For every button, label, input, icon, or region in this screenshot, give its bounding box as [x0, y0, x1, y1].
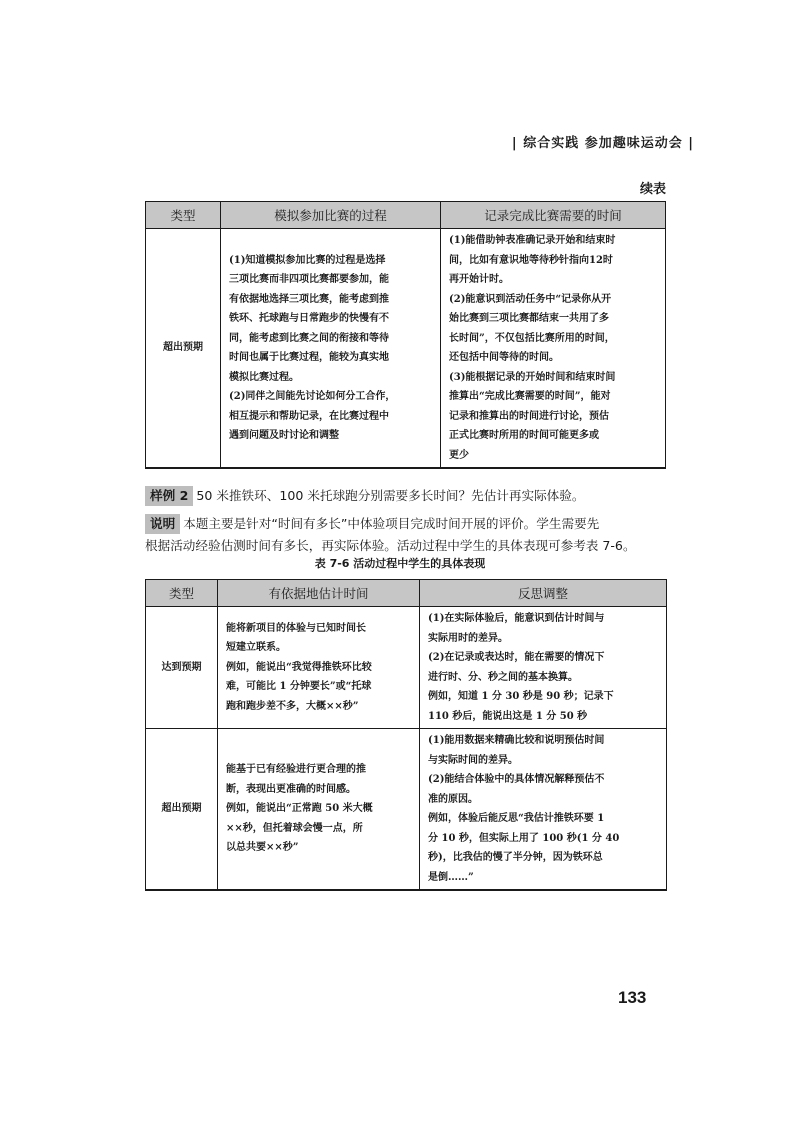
reflect-line: 例如，知道 1 分 30 秒是 90 秒；记录下 [428, 691, 614, 702]
table-caption: 表 7-6 活动过程中学生的具体表现 [314, 557, 486, 570]
reflect-line: 实际用时的差异。 [428, 632, 508, 644]
reflect-line: 秒)，比我估的慢了半分钟，因为铁环总 [428, 852, 603, 863]
reflect-line: 110 秒后，能说出这是 1 分 50 秒 [428, 710, 588, 722]
estimate-line: 跑和跑步差不多，大概××秒” [226, 700, 359, 712]
process-line: 遇到问题及时讨论和调整 [229, 430, 339, 441]
table-header-row [146, 580, 667, 607]
time-line: 间，比如有意识地等待秒针指向12时 [449, 254, 613, 266]
estimate-line: 断，表现出更准确的时间感。 [226, 783, 356, 795]
row-type: 超出预期 [146, 729, 218, 891]
process-cell [221, 229, 441, 469]
estimate-line: 例如，能说出“正常跑 50 米大概 [226, 803, 373, 815]
time-line: 正式比赛时所用的时间可能更多或 [449, 430, 599, 441]
time-line: 再开始计时。 [449, 274, 509, 285]
table-row [146, 229, 666, 469]
example-text: 50 米推铁环、100 米托球跑分别需要多长时间？先估计再实际体验。 [196, 488, 585, 503]
process-line: 相互提示和帮助记录，在比赛过程中 [229, 410, 389, 422]
reflect-line: 分 10 秒，但实际上用了 100 秒(1 分 40 [428, 832, 620, 844]
table-row [146, 729, 667, 891]
time-line: (3)能根据记录的开始时间和结束时间 [449, 371, 616, 383]
reflect-line: 是倒……” [428, 871, 474, 883]
estimate-line: 短建立联系。 [226, 642, 286, 654]
row-type: 达到预期 [146, 607, 218, 729]
process-line: (1)知道模拟参加比赛的过程是选择 [229, 254, 386, 266]
estimate-line: 能将新项目的体验与已知时间长 [226, 622, 366, 634]
estimate-line: 能基于已有经验进行更合理的推 [226, 764, 366, 776]
time-line: (1)能借助钟表准确记录开始和结束时 [449, 235, 616, 246]
process-line: 同，能考虑到比赛之间的衔接和等待 [229, 332, 389, 344]
header-type: 类型 [146, 202, 221, 229]
performance-table [145, 579, 667, 891]
reflect-cell [420, 607, 667, 729]
row-type: 超出预期 [146, 229, 221, 469]
continued-label: 续表 [639, 182, 666, 197]
estimate-line: 难，可能比 1 分钟要长”或“托球 [226, 681, 372, 693]
reflect-line: 例如，体验后能反思“我估计推铁环要 1 [428, 813, 605, 824]
time-line: 更少 [449, 449, 469, 461]
estimate-cell [218, 607, 420, 729]
estimate-line: ××秒，但托着球会慢一点，所 [226, 822, 363, 834]
header-type: 类型 [146, 580, 218, 607]
header-reflect: 反思调整 [420, 580, 667, 607]
explanation-label: 说明 [145, 514, 180, 534]
time-line: (2)能意识到活动任务中“记录你从开 [449, 293, 612, 305]
time-line: 推算出“完成比赛需要的时间”，能对 [449, 391, 611, 402]
reflect-line: 准的原因。 [428, 793, 478, 805]
reflect-line: 与实际时间的差异。 [428, 754, 518, 766]
reflect-line: 进行时、分、秒之间的基本换算。 [428, 671, 578, 683]
time-line: 记录和推算出的时间进行讨论，预估 [449, 410, 609, 422]
page-number: 133 [618, 988, 647, 1007]
reflect-cell [420, 729, 667, 891]
process-line: 三项比赛而非四项比赛都要参加，能 [229, 274, 389, 285]
table-header-row [146, 202, 666, 229]
process-line: 铁环、托球跑与日常跑步的快慢有不 [229, 313, 389, 324]
reflect-line: (1)能用数据来精确比较和说明预估时间 [428, 735, 605, 746]
header-estimate: 有依据地估计时间 [218, 580, 420, 607]
running-header: | 综合实践 参加趣味运动会 | [511, 136, 694, 151]
process-line: 模拟比赛过程。 [229, 371, 299, 383]
reflect-line: (2)在记录或表达时，能在需要的情况下 [428, 652, 605, 663]
example-paragraph [145, 486, 670, 506]
process-line: 时间也属于比赛过程，能较为真实地 [229, 352, 389, 363]
explanation-line: 本题主要是针对“时间有多长”中体验项目完成时间开展的评价。学生需要先 [183, 516, 600, 531]
header-time: 记录完成比赛需要的时间 [441, 202, 666, 229]
header-process: 模拟参加比赛的过程 [221, 202, 441, 229]
table-row [146, 607, 667, 729]
time-line: 始比赛到三项比赛都结束一共用了多 [449, 313, 609, 324]
time-line: 还包括中间等待的时间。 [449, 352, 559, 363]
reflect-line: (1)在实际体验后，能意识到估计时间与 [428, 613, 605, 624]
estimate-cell [218, 729, 420, 891]
time-line: 长时间”，不仅包括比赛所用的时间， [449, 332, 615, 344]
explanation-paragraph [145, 514, 670, 555]
reflect-line: (2)能结合体验中的具体情况解释预估不 [428, 774, 605, 785]
evaluation-table-continued [145, 201, 666, 469]
explanation-line: 根据活动经验估测时间有多长，再实际体验。活动过程中学生的具体表现可参考表 7-6。 [145, 538, 636, 553]
process-line: 有依据地选择三项比赛，能考虑到推 [229, 293, 389, 305]
estimate-line: 例如，能说出“我觉得推铁环比较 [226, 661, 372, 673]
process-line: (2)同伴之间能先讨论如何分工合作， [229, 391, 396, 402]
time-cell [441, 229, 666, 469]
example-label: 样例 2 [145, 486, 193, 506]
estimate-line: 以总共要××秒” [226, 842, 299, 854]
